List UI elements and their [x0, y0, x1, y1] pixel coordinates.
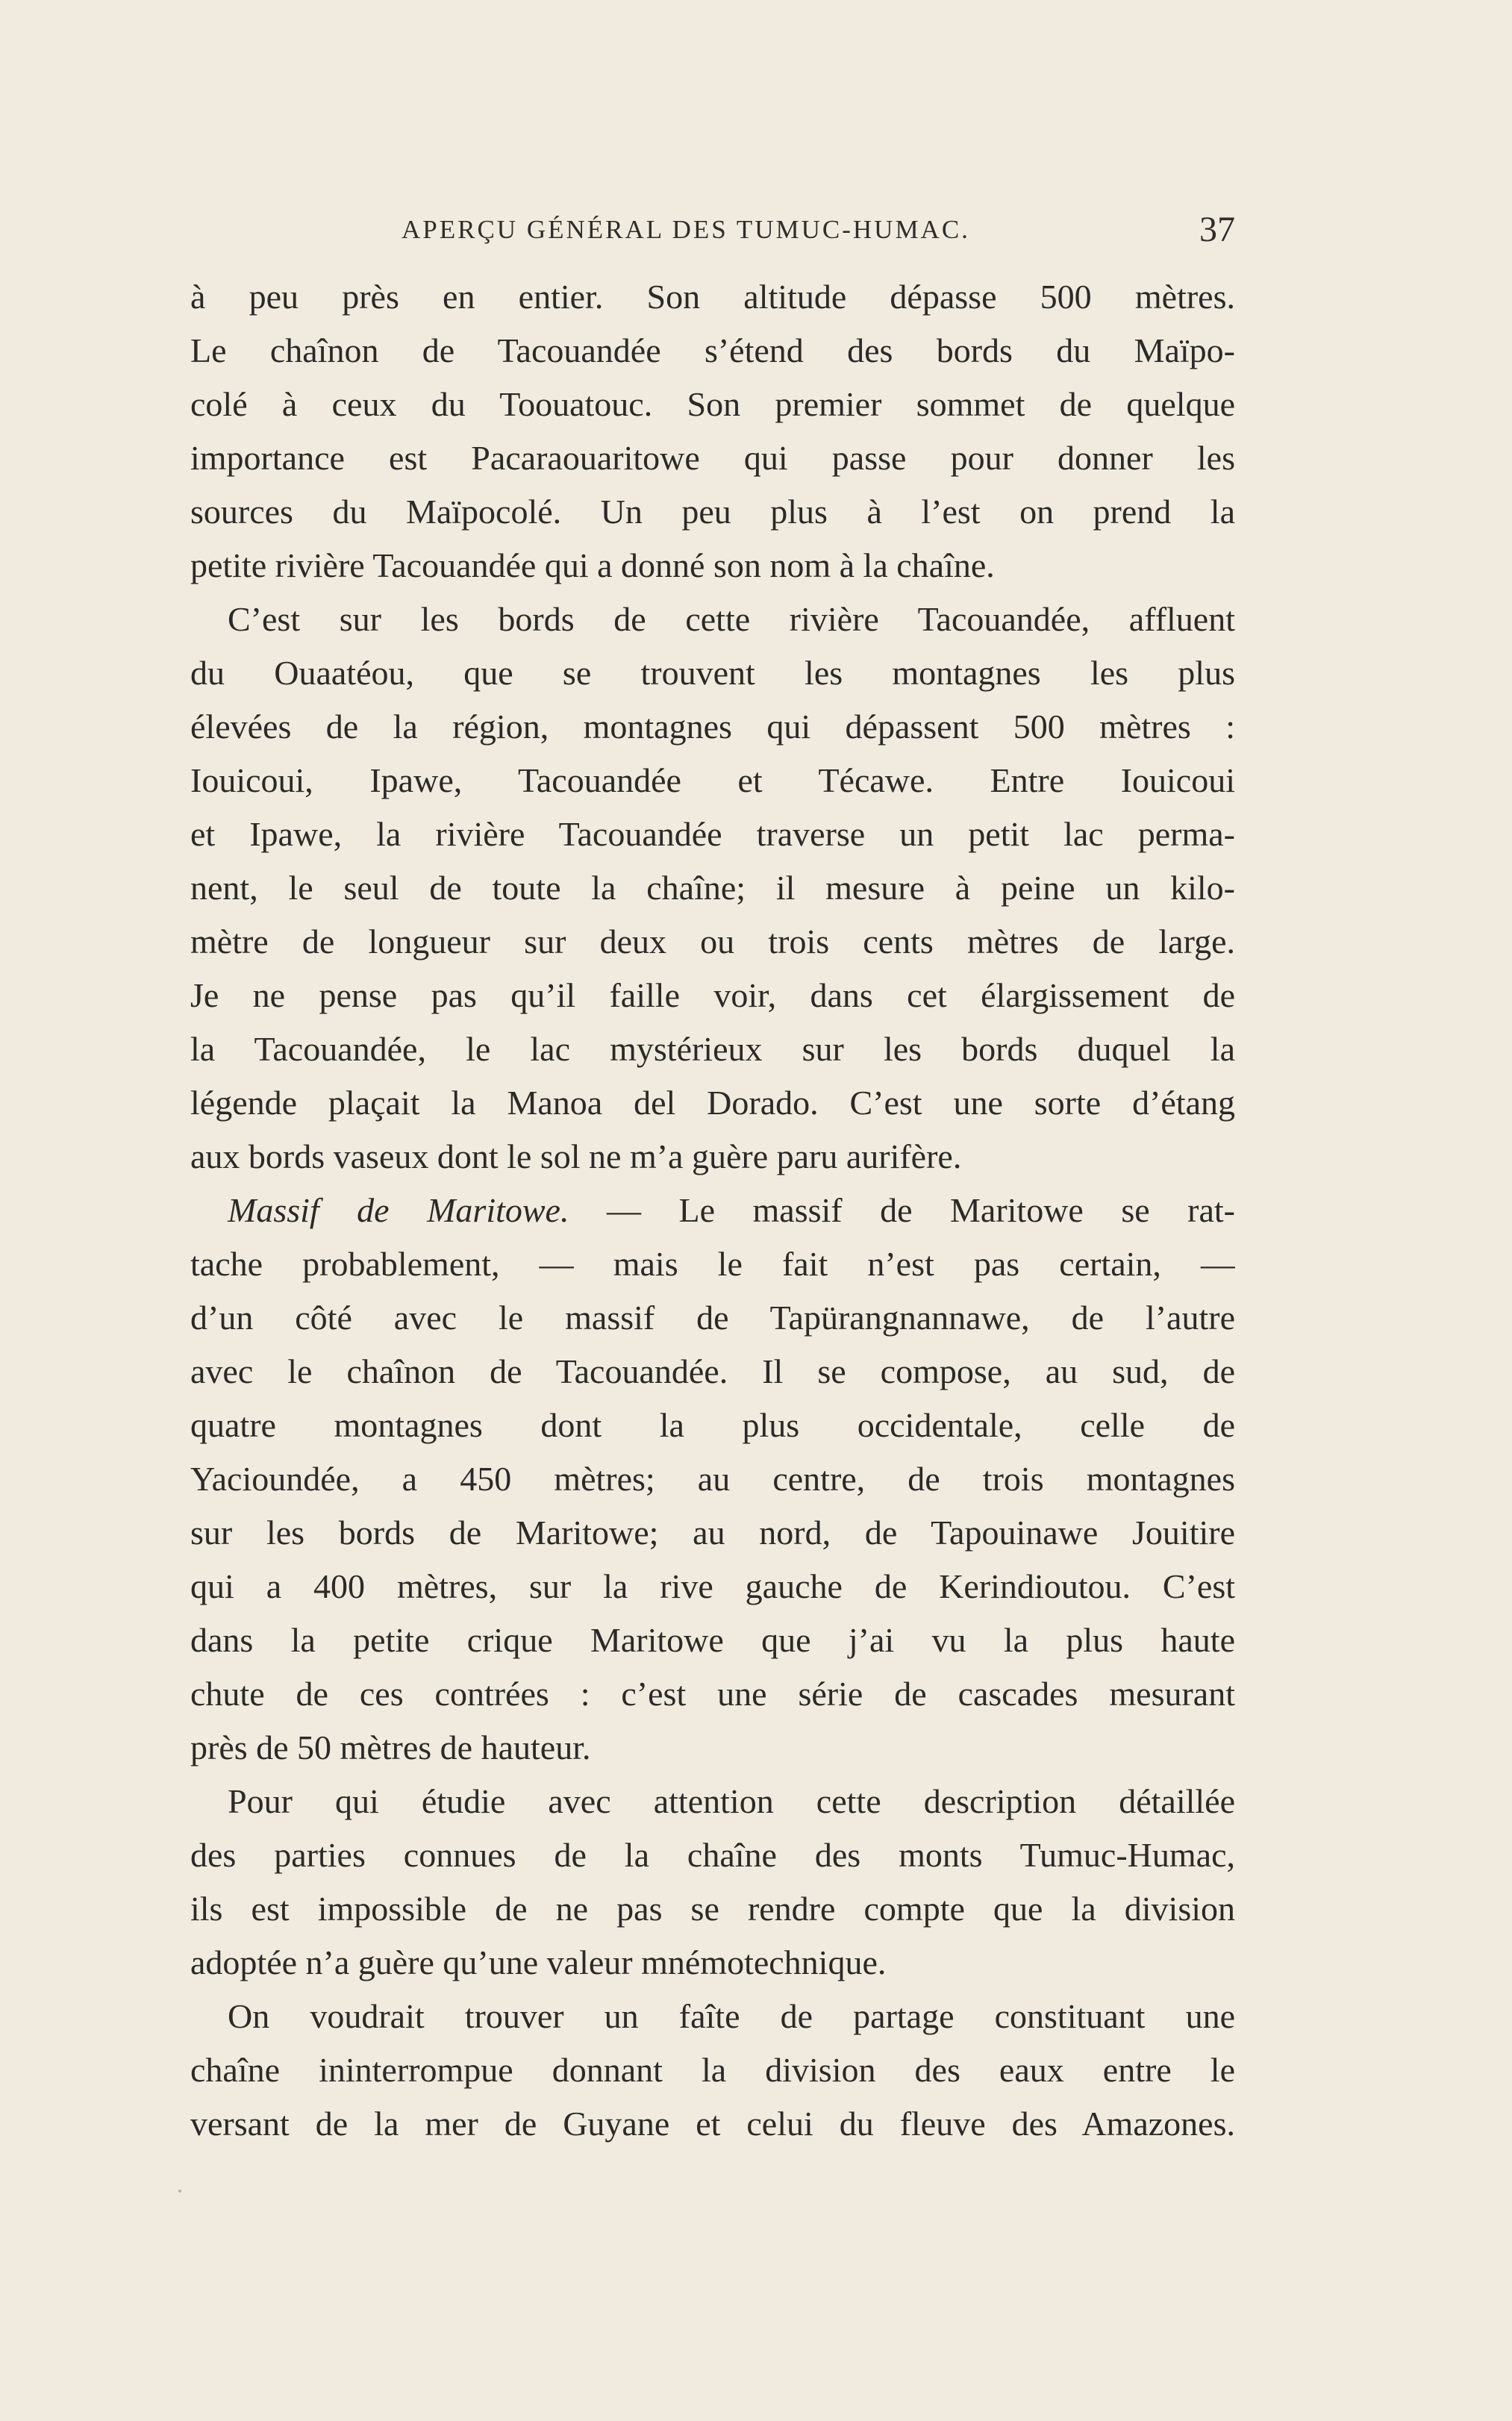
- paper-speck: [178, 2190, 181, 2193]
- running-title: APERÇU GÉNÉRAL DES TUMUC-HUMAC.: [402, 215, 970, 244]
- text-line: qui a 400 mètres, sur la rive gauche de Kerindioutou. C’est: [190, 1567, 1235, 1605]
- paragraph: [190, 270, 1235, 593]
- text-line: élevées de la région, montagnes qui dépassent 500 mètres :: [190, 707, 1235, 746]
- text-line: [190, 1184, 1235, 1237]
- text-line: aux bords vaseux dont le sol ne m’a guère paru aurifère.: [190, 1137, 962, 1175]
- text-line: dans la petite crique Maritowe que j’ai vu la plus haute: [190, 1621, 1235, 1659]
- body-text: [190, 270, 1235, 2151]
- text-line: des parties connues de la chaîne des monts Tumuc-Humac,: [190, 1836, 1235, 1874]
- paragraph: [190, 1775, 1235, 1990]
- text-line: C’est sur les bords de cette rivière Tacouandée, affluent: [228, 600, 1235, 638]
- text-line: du Ouaatéou, que se trouvent les montagnes les plus: [190, 654, 1235, 692]
- text-line: sources du Maïpocolé. Un peu plus à l’est on prend la: [190, 493, 1235, 531]
- page-number: 37: [1199, 210, 1235, 249]
- text-line: et Ipawe, la rivière Tacouandée traverse un petit lac perma-: [190, 815, 1235, 853]
- text-line: quatre montagnes dont la plus occidentale, celle de: [190, 1406, 1235, 1444]
- text-line: Yacioundée, a 450 mètres; au centre, de trois montagnes: [190, 1460, 1235, 1498]
- paragraph: [190, 1184, 1235, 1775]
- text-line: Le chaînon de Tacouandée s’étend des bords du Maïpo-: [190, 331, 1235, 369]
- text-line: près de 50 mètres de hauteur.: [190, 1728, 591, 1766]
- text-line: Je ne pense pas qu’il faille voir, dans cet élargissement de: [190, 976, 1235, 1014]
- text-line: légende plaçait la Manoa del Dorado. C’est une sorte d’étang: [190, 1084, 1235, 1122]
- page-header: [190, 209, 1235, 254]
- text-line: petite rivière Tacouandée qui a donné son nom à la chaîne.: [190, 546, 995, 584]
- paragraph: [190, 593, 1235, 1184]
- text-line: Pour qui étudie avec attention cette description détaillée: [228, 1782, 1235, 1820]
- text-line: ils est impossible de ne pas se rendre compte que la division: [190, 1890, 1235, 1928]
- paragraph: [190, 1990, 1235, 2151]
- text-line: versant de la mer de Guyane et celui du fleuve des Amazones.: [190, 2105, 1235, 2143]
- text-line: à peu près en entier. Son altitude dépasse 500 mètres.: [190, 278, 1235, 316]
- text-line: On voudrait trouver un faîte de partage constituant une: [228, 1997, 1235, 2035]
- text-line: mètre de longueur sur deux ou trois cents mètres de large.: [190, 922, 1235, 960]
- text-line: chute de ces contrées : c’est une série de cascades mesurant: [190, 1675, 1235, 1713]
- text-line: chaîne ininterrompue donnant la division des eaux entre le: [190, 2051, 1235, 2089]
- text-line: avec le chaînon de Tacouandée. Il se compose, au sud, de: [190, 1352, 1235, 1390]
- text-line: Iouicoui, Ipawe, Tacouandée et Técawe. Entre Iouicoui: [190, 761, 1235, 799]
- text-line: la Tacouandée, le lac mystérieux sur les bords duquel la: [190, 1030, 1235, 1068]
- text-line: colé à ceux du Toouatouc. Son premier sommet de quelque: [190, 385, 1235, 423]
- heading-line-rest: — Le massif de Maritowe se rat-: [569, 1191, 1235, 1229]
- text-line: d’un côté avec le massif de Tapürangnannawe, de l’autre: [190, 1299, 1235, 1337]
- text-line: sur les bords de Maritowe; au nord, de Tapouinawe Jouitire: [190, 1513, 1235, 1552]
- text-line: importance est Pacaraouaritowe qui passe pour donner les: [190, 439, 1235, 477]
- text-line: tache probablement, — mais le fait n’est pas certain, —: [190, 1245, 1235, 1283]
- text-line: adoptée n’a guère qu’une valeur mnémotechnique.: [190, 1943, 887, 1981]
- section-heading: Massif de Maritowe.: [228, 1191, 569, 1229]
- text-line: nent, le seul de toute la chaîne; il mesure à peine un kilo-: [190, 869, 1235, 907]
